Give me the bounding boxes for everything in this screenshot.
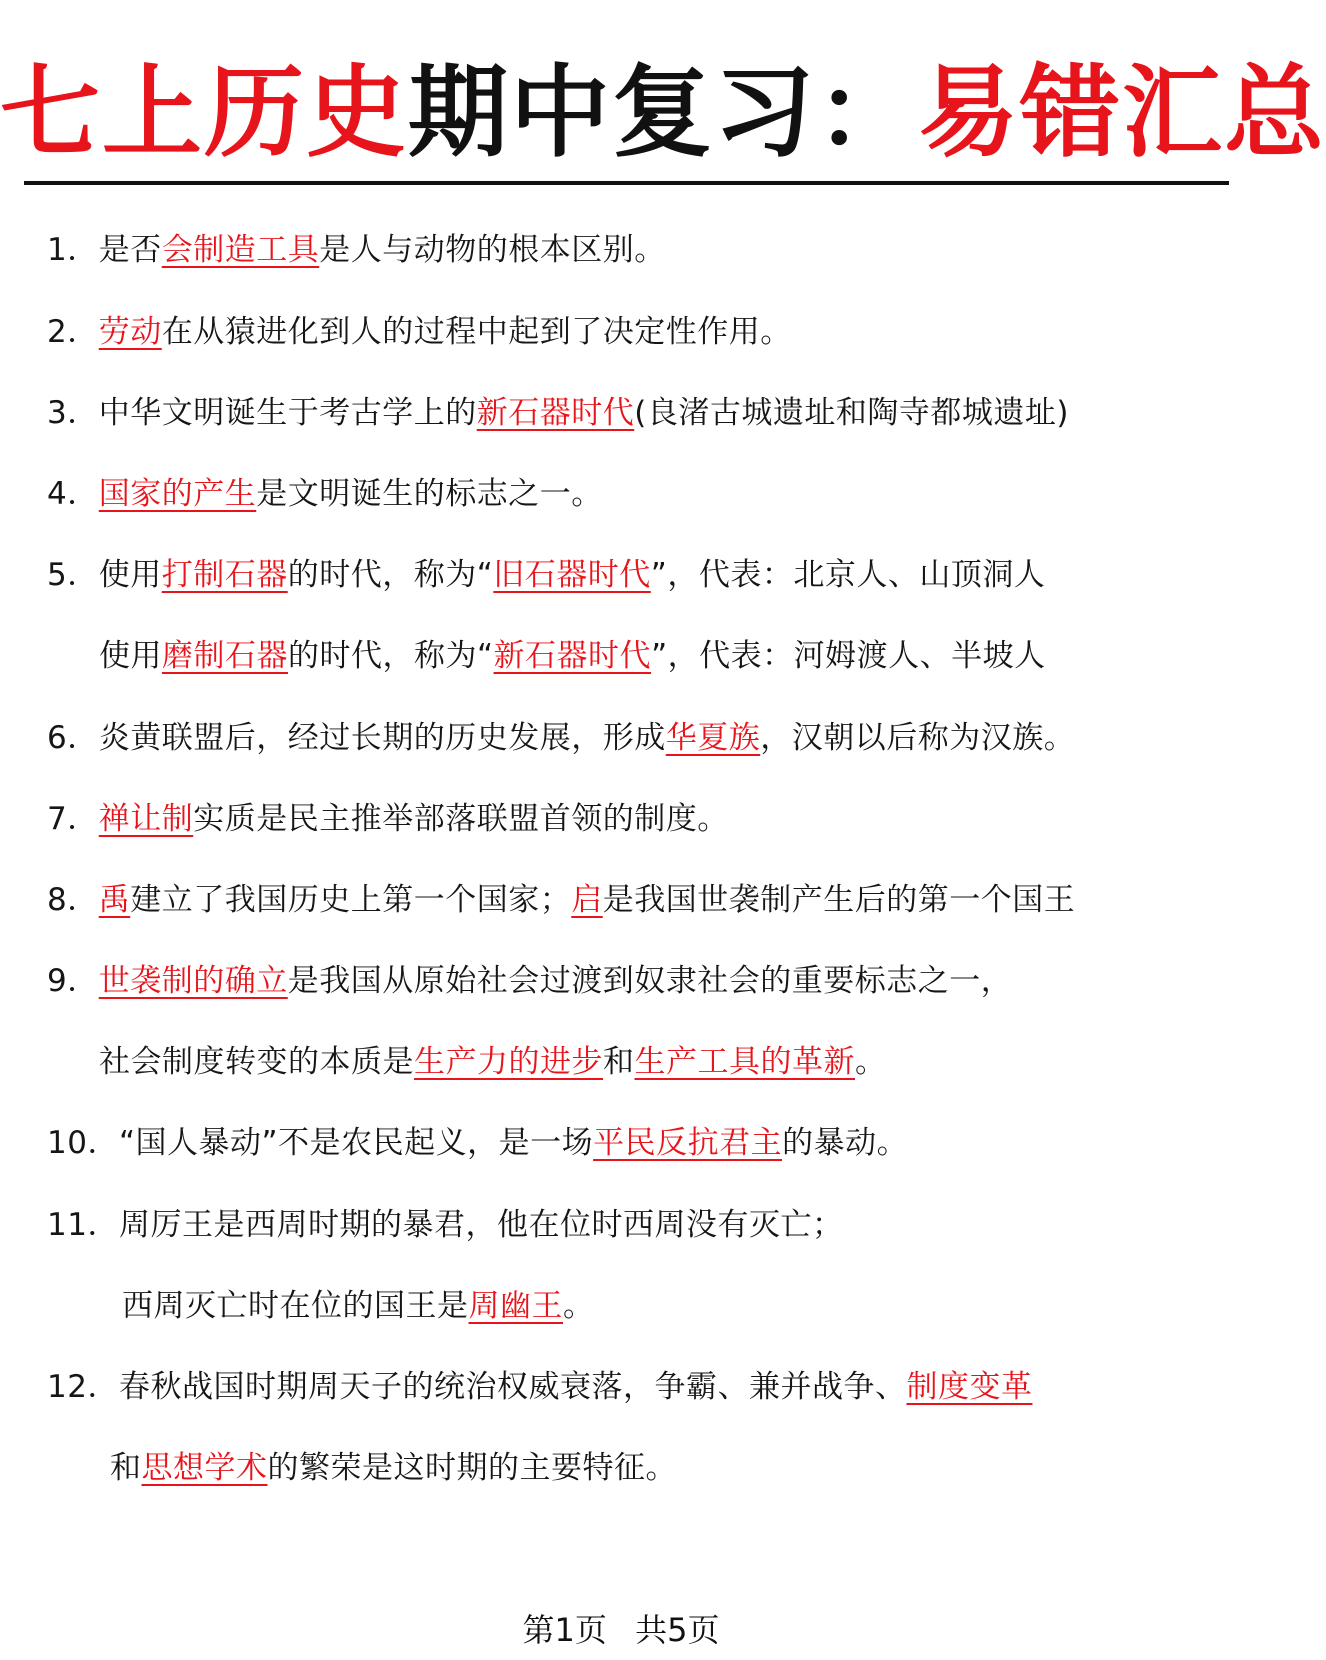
title-divider [24, 181, 1229, 185]
item-text: 是文明诞生的标志之一。 [256, 476, 603, 512]
item-number: 5． [47, 557, 99, 593]
item-text: ”，代表：北京人、山顶洞人 [650, 557, 1046, 593]
item-text: ”，代表：河姆渡人、半坡人 [651, 638, 1046, 674]
list-item [47, 228, 666, 272]
item-text: 是我国从原始社会过渡到奴隶社会的重要标志之一， [287, 963, 1013, 999]
item-highlight: 打制石器 [161, 557, 288, 593]
list-item-continuation [110, 1446, 677, 1490]
title-part-subject: 七上历史 [0, 53, 408, 171]
page-footer [0, 1608, 1242, 1652]
item-highlight: 劳动 [98, 314, 162, 350]
item-highlight: 思想学术 [141, 1450, 268, 1486]
list-item [47, 878, 1075, 922]
item-text: 和 [110, 1450, 142, 1486]
item-highlight: 平民反抗君主 [593, 1125, 783, 1161]
list-item [47, 1121, 908, 1165]
item-number: 10． [47, 1125, 119, 1161]
item-number: 2． [47, 314, 99, 350]
item-highlight: 禹 [98, 882, 131, 918]
item-text: ，汉朝以后称为汉族。 [760, 720, 1076, 756]
item-number: 11． [47, 1207, 119, 1243]
title-part-topic: 易错汇总 [918, 53, 1326, 171]
list-item-continuation [99, 1040, 887, 1084]
list-item [47, 1365, 1032, 1409]
item-text: 实质是民主推举部落联盟首领的制度。 [193, 801, 729, 837]
page-title [0, 52, 1326, 172]
item-text: 中华文明诞生于考古学上的 [98, 395, 477, 431]
item-text: 在从猿进化到人的过程中起到了决定性作用。 [161, 314, 792, 350]
item-highlight: 生产力的进步 [414, 1044, 603, 1080]
item-number: 4． [47, 476, 99, 512]
list-item [47, 310, 792, 354]
item-text: 周厉王是西周时期的暴君，他在位时西周没有灭亡； [118, 1207, 844, 1243]
list-item [47, 797, 729, 841]
item-number: 9． [47, 963, 99, 999]
item-text: 使用 [99, 638, 162, 674]
item-number: 8． [47, 882, 99, 918]
list-item [47, 959, 1012, 1003]
item-text: 春秋战国时期周天子的统治权威衰落，争霸、兼并战争、 [118, 1369, 907, 1405]
list-item-continuation [99, 634, 1046, 678]
page-number: 第1页 [522, 1611, 607, 1649]
title-part-exam: 期中复习： [408, 53, 918, 171]
item-number: 1． [47, 232, 99, 268]
item-number: 12． [47, 1369, 119, 1405]
item-text: 建立了我国历史上第一个国家； [130, 882, 572, 918]
item-text: 是我国世袭制产生后的第一个国王 [602, 882, 1076, 918]
item-text: (良渚古城遗址和陶寺都城遗址) [634, 395, 1069, 431]
item-highlight: 会制造工具 [161, 232, 320, 268]
list-item [47, 1203, 843, 1247]
list-item-continuation [122, 1284, 595, 1328]
item-text: 的暴动。 [782, 1125, 909, 1161]
item-text: 的时代，称为“ [287, 557, 494, 593]
item-text: 炎黄联盟后，经过长期的历史发展，形成 [98, 720, 666, 756]
item-text: 是否 [98, 232, 162, 268]
item-highlight: 禅让制 [98, 801, 194, 837]
item-highlight: 新石器时代 [493, 638, 652, 674]
item-highlight: 世袭制的确立 [98, 963, 288, 999]
item-highlight: 周幽王 [468, 1288, 563, 1324]
item-highlight: 华夏族 [665, 720, 761, 756]
item-highlight: 旧石器时代 [493, 557, 651, 593]
item-text: 的繁荣是这时期的主要特征。 [267, 1450, 677, 1486]
item-text: 。 [563, 1288, 595, 1324]
list-item [47, 472, 603, 516]
item-text: 是人与动物的根本区别。 [319, 232, 666, 268]
item-highlight: 磨制石器 [162, 638, 288, 674]
item-highlight: 新石器时代 [476, 395, 635, 431]
item-text: 使用 [98, 557, 162, 593]
item-text: 的时代，称为“ [288, 638, 494, 674]
item-highlight: 制度变革 [906, 1369, 1033, 1405]
list-item [47, 391, 1069, 435]
page-total: 共5页 [635, 1611, 720, 1649]
list-item [47, 716, 1075, 760]
item-highlight: 国家的产生 [98, 476, 257, 512]
item-text: 西周灭亡时在位的国王是 [122, 1288, 469, 1324]
item-highlight: 启 [571, 882, 603, 918]
item-number: 6． [47, 720, 99, 756]
item-text: 。 [855, 1044, 887, 1080]
item-text: 社会制度转变的本质是 [99, 1044, 414, 1080]
item-number: 7． [47, 801, 99, 837]
item-text: “国人暴动”不是农民起义，是一场 [118, 1125, 594, 1161]
item-highlight: 生产工具的革新 [634, 1044, 855, 1080]
item-text: 和 [603, 1044, 635, 1080]
item-number: 3． [47, 395, 99, 431]
list-item [47, 553, 1045, 597]
